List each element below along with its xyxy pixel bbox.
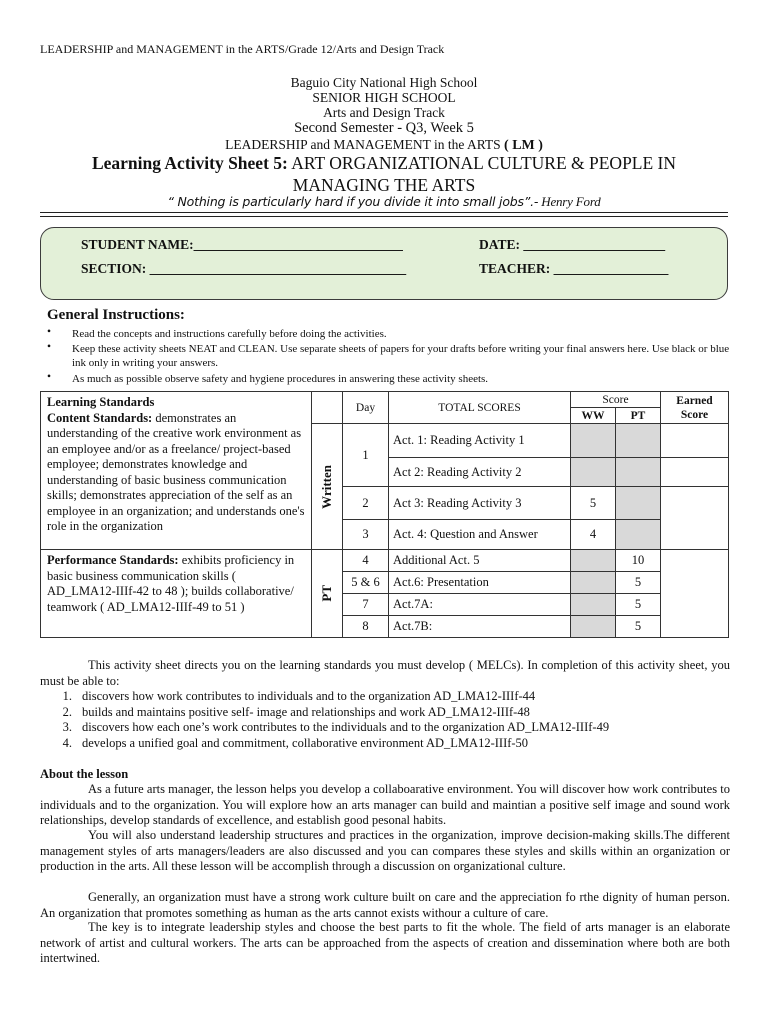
written-label-cell [312, 424, 343, 550]
ww-score-cell [571, 424, 616, 458]
list-item: 4. develops a unified goal and commitment, collaborative environment AD_LMA12-IIIf-50 [62, 735, 529, 750]
ww-score-cell [571, 572, 616, 594]
activity-cell: Act. 4: Question and Answer [389, 520, 571, 550]
ww-header: WW [571, 408, 616, 424]
about-paragraph: As a future arts manager, the lesson helps you develop a collaboarative environment. You will discover how work contributes to individuals and to the organization. You will explore how an arts manager can build and maintian a positive self image and sound work relationships, develop standards of excellence, and establish good pesonal habits. [40, 782, 730, 827]
section-field[interactable]: SECTION: ______________________________________ [81, 261, 407, 276]
school-level: SENIOR HIGH SCHOOL [312, 90, 456, 105]
about-title: About the lesson [40, 767, 129, 781]
running-header: LEADERSHIP and MANAGEMENT in the ARTS/Grade 12/Arts and Design Track [40, 42, 445, 56]
blank-cell [312, 392, 343, 424]
quote-author: Henry Ford [538, 194, 601, 209]
earned-score-cell[interactable] [661, 550, 729, 638]
sheet-title-line2: MANAGING THE ARTS [292, 175, 476, 195]
total-scores-header: TOTAL SCORES [389, 392, 571, 424]
performance-standards-text: exhibits proficiency in basic business communication skills ( AD_LMA12-IIIf-42 to 48 ); builds collaborative/ teamwork ( AD_LMA12-IIIf-49 to 51 ) [47, 553, 295, 614]
bullet: • [47, 326, 52, 338]
about-paragraph: Generally, an organization must have a strong work culture built on care and the appreciation fo rthe dignity of human person. An organization that promotes something as human as the arts cannot exists withour a culture of care. [40, 890, 730, 920]
quote [0, 194, 768, 210]
learning-standards-title: Learning Standards [47, 395, 155, 409]
content-standards-text: demonstrates an understanding of the creative work environment as an employee and/or as a freelance/ project-based employee; demonstrates knowledge and understanding of basic business communication skills; demonstrates appreciation of the self as an employee in an organization; and understands one's role in the organization [47, 410, 305, 533]
day-cell: 8 [343, 616, 389, 638]
earned-score-cell[interactable] [661, 458, 729, 487]
sheet-title [0, 152, 768, 196]
day-cell: 1 [343, 424, 389, 487]
pt-score-cell: 5 [616, 594, 661, 616]
pt-score-cell: 5 [616, 616, 661, 638]
list-item: 3. discovers how each one’s work contributes to the individuals and to the organization AD_LMA12-IIIf-49 [62, 720, 610, 734]
school-track: Arts and Design Track [323, 105, 445, 120]
day-cell: 3 [343, 520, 389, 550]
day-cell: 7 [343, 594, 389, 616]
pt-score-cell: 10 [616, 550, 661, 572]
activity-cell: Act.6: Presentation [389, 572, 571, 594]
bullet: • [47, 341, 52, 353]
quote-text: “ Nothing is particularly hard if you divide it into small jobs”.- [167, 194, 539, 209]
content-standards-label: Content Standards: [47, 410, 153, 425]
objectives-list [40, 689, 609, 751]
sheet-label: Learning Activity Sheet 5: [91, 153, 288, 173]
student-info-box [40, 227, 728, 300]
ww-score-cell [571, 616, 616, 638]
list-item: 2. builds and maintains positive self- image and relationships and work AD_LMA12-IIIf-48 [62, 704, 530, 719]
student-name-field[interactable]: STUDENT NAME:_______________________________ [81, 237, 403, 252]
score-header: Score [571, 392, 661, 408]
general-instructions-title: General Instructions: [47, 307, 185, 323]
school-name: Baguio City National High School [290, 75, 478, 90]
performance-standards-cell [41, 550, 312, 638]
earned-score-header: Earned Score [661, 392, 729, 424]
pt-score-cell [616, 458, 661, 487]
intro-paragraph: This activity sheet directs you on the learning standards you must develop ( MELCs). In completion of this activity sheet, you must be able to: [40, 658, 730, 688]
pt-score-cell [616, 487, 661, 520]
day-header: Day [343, 392, 389, 424]
pt-score-cell [616, 424, 661, 458]
instruction-item: Keep these activity sheets NEAT and CLEAN. Use separate sheets of papers for your drafts before writing your final answers here. Use black or blue ink only in writing your answers. [72, 343, 730, 369]
pt-label: PT [319, 585, 334, 602]
teacher-field[interactable]: TEACHER: _________________ [479, 261, 669, 276]
instruction-item: As much as possible observe safety and hygiene procedures in answering these activity sheets. [72, 373, 489, 385]
sheet-title-line1: ART ORGANIZATIONAL CULTURE & PEOPLE IN [287, 153, 677, 173]
activity-cell: Act.7B: [389, 616, 571, 638]
pt-score-cell: 5 [616, 572, 661, 594]
activity-cell: Act.7A: [389, 594, 571, 616]
instruction-item: Read the concepts and instructions carefully before doing the activities. [72, 328, 387, 340]
activity-cell: Act. 1: Reading Activity 1 [389, 424, 571, 458]
about-paragraph: The key is to integrate leadership styles and choose the best parts to fit the whole. The field of arts manager is an elaborate network of artist and cultural workers. The arts can be approached from the aspects of creation and dissemination where both are both intertwined. [40, 920, 730, 965]
pt-score-cell [616, 520, 661, 550]
score-table [40, 391, 729, 638]
semester: Second Semester - Q3, Week 5 [294, 120, 474, 136]
ww-score-cell [571, 550, 616, 572]
list-item: 1. discovers how work contributes to individuals and to the organization AD_LMA12-IIIf-44 [62, 689, 536, 703]
ww-score-cell: 4 [571, 520, 616, 550]
bullet: • [47, 371, 52, 383]
activity-cell: Act 2: Reading Activity 2 [389, 458, 571, 487]
ww-score-cell [571, 594, 616, 616]
earned-score-cell[interactable] [661, 424, 729, 458]
school-block [0, 75, 768, 136]
subject-prefix: LEADERSHIP and MANAGEMENT in the ARTS [225, 137, 501, 152]
divider [40, 216, 728, 217]
ww-score-cell [571, 458, 616, 487]
pt-label-cell [312, 550, 343, 638]
written-label: Written [319, 464, 334, 509]
date-field[interactable]: DATE: _____________________ [479, 237, 666, 252]
divider [40, 212, 728, 213]
pt-header: PT [616, 408, 661, 424]
activity-cell: Act 3: Reading Activity 3 [389, 487, 571, 520]
about-paragraph: You will also understand leadership structures and practices in the organization, improve decision-making skills.The different management styles of arts managers/leaders are also discussed and you can compares these styles and skills within an organization or production in the arts. All these lesson will be accomplish through a discussion on organizational culture. [40, 828, 730, 873]
content-standards-cell [41, 392, 312, 550]
ww-score-cell: 5 [571, 487, 616, 520]
activity-cell: Additional Act. 5 [389, 550, 571, 572]
subject-code: ( LM ) [504, 138, 543, 153]
earned-score-cell[interactable] [661, 487, 729, 550]
day-cell: 4 [343, 550, 389, 572]
performance-standards-label: Performance Standards: [47, 553, 179, 567]
day-cell: 5 & 6 [343, 572, 389, 594]
day-cell: 2 [343, 487, 389, 520]
